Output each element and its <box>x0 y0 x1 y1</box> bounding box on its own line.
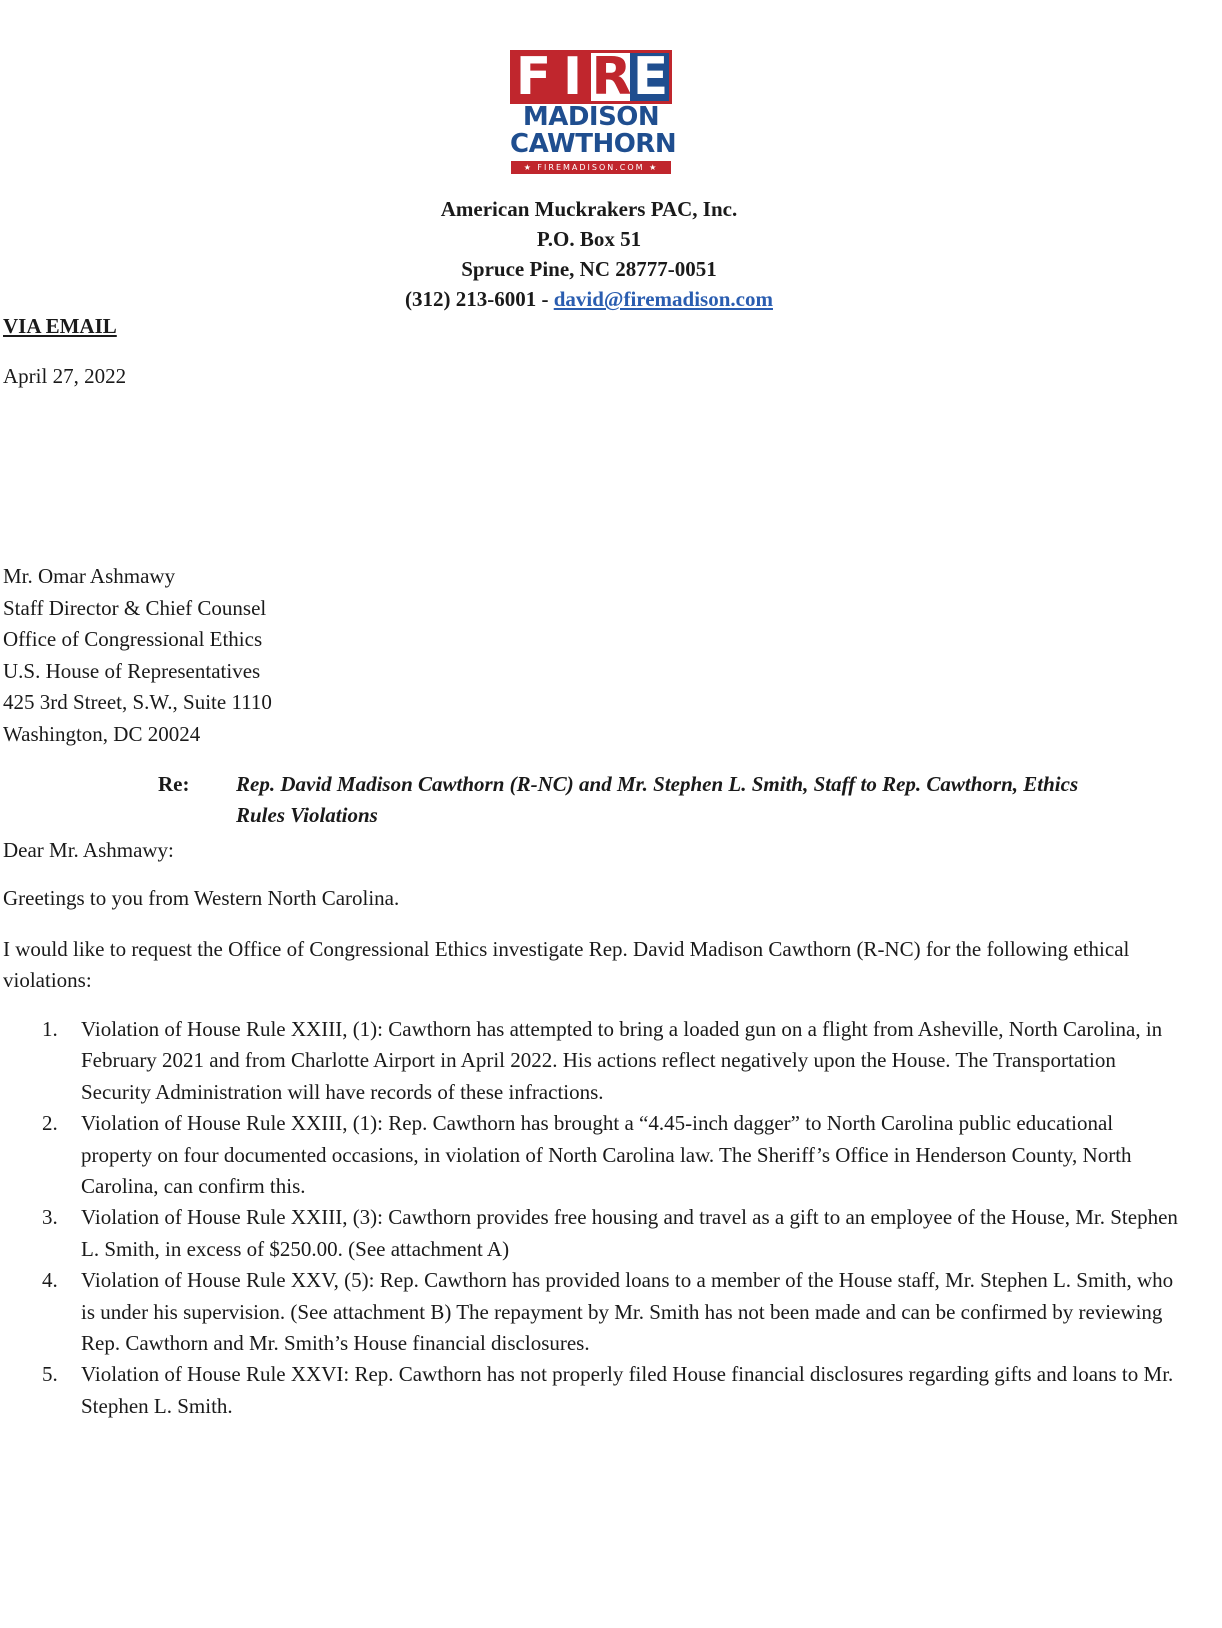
list-item-text: Violation of House Rule XXIII, (1): Rep. Cawthorn has brought a “4.45-inch dagger” to North Carolina public educational property on four documented occasions, in violation of North Carolina law. The Sheriff’s Office in Henderson County, North Carolina, can confirm this. <box>81 1111 1132 1199</box>
salutation: Dear Mr. Ashmawy: <box>3 838 174 862</box>
list-item-text: Violation of House Rule XXV, (5): Rep. Cawthorn has provided loans to a member of the House staff, Mr. Stephen L. Smith, who is under his supervision. (See attachment B) The repayment by Mr. Smith has not been made and can be confirmed by reviewing Rep. Cawthorn and Mr. Smith’s House financial disclosures. <box>81 1268 1174 1356</box>
letter-date: April 27, 2022 <box>3 364 127 388</box>
recipient-address <box>3 561 272 751</box>
list-item-number: 4. <box>42 1268 58 1293</box>
list-item <box>0 1108 1180 1202</box>
recipient-street: 425 3rd Street, S.W., Suite 1110 <box>3 690 272 715</box>
list-item-text: Violation of House Rule XXVI: Rep. Cawthorn has not properly filed House financial disclosures regarding gifts and loans to Mr. Stephen L. Smith. <box>81 1362 1174 1418</box>
logo-line-madison: MADISON <box>522 102 660 132</box>
list-item-text: Violation of House Rule XXIII, (3): Cawthorn provides free housing and travel as a gift to an employee of the House, Mr. Stephen L. Smith, in excess of $250.00. (See attachment A) <box>81 1205 1178 1261</box>
subject-label: Re: <box>158 772 190 796</box>
intro-paragraph: I would like to request the Office of Congressional Ethics investigate Rep. David Madison Cawthorn (R-NC) for the following ethical violations: <box>3 937 1130 992</box>
recipient-city: Washington, DC 20024 <box>3 721 201 746</box>
logo-letter-f: F <box>513 53 552 101</box>
list-item <box>0 1359 1180 1422</box>
logo-letter-r: R <box>591 47 630 107</box>
letterhead <box>0 194 1178 314</box>
list-item <box>0 1202 1180 1265</box>
list-item-text: Violation of House Rule XXIII, (1): Cawthorn has attempted to bring a loaded gun on a flight from Asheville, North Carolina, in February 2021 and from Charlotte Airport in April 2022. His actions reflect negatively upon the House. The Transportation Security Administration will have records of these infractions. <box>81 1017 1163 1104</box>
violations-list <box>0 1014 1180 1422</box>
recipient-body: U.S. House of Representatives <box>3 658 261 683</box>
delivery-method: VIA EMAIL <box>3 314 117 338</box>
logo-letter-i: I <box>552 53 591 101</box>
logo-line-cawthorn: CAWTHORN <box>510 129 677 159</box>
list-item-number: 1. <box>42 1017 58 1041</box>
list-item-number: 5. <box>42 1362 58 1387</box>
greeting-paragraph: Greetings to you from Western North Carolina. <box>3 886 400 910</box>
list-item-number: 3. <box>42 1205 58 1230</box>
logo-url-banner: ★ FIREMADISON.COM ★ <box>511 161 671 174</box>
letterhead-org: American Muckrakers PAC, Inc. <box>440 197 738 221</box>
fire-madison-cawthorn-logo <box>510 47 677 174</box>
letterhead-city: Spruce Pine, NC 28777-0051 <box>461 257 717 281</box>
recipient-name: Mr. Omar Ashmawy <box>3 564 176 588</box>
letterhead-phone: (312) 213-6001 - <box>405 287 554 311</box>
list-item-number: 2. <box>42 1111 58 1136</box>
subject-text: Rep. David Madison Cawthorn (R-NC) and Mr. Stephen L. Smith, Staff to Rep. Cawthorn, Ethics Rules Violations <box>236 772 1079 827</box>
list-item <box>0 1014 1180 1108</box>
recipient-title: Staff Director & Chief Counsel <box>3 595 267 620</box>
logo-fire-wordmark <box>510 47 672 107</box>
list-item <box>0 1265 1180 1359</box>
letterhead-contact <box>0 284 1178 314</box>
recipient-office: Office of Congressional Ethics <box>3 627 263 652</box>
logo-letter-e: E <box>630 53 669 101</box>
letterhead-po-box: P.O. Box 51 <box>536 227 642 251</box>
letterhead-email-link[interactable]: david@firemadison.com <box>553 287 773 311</box>
